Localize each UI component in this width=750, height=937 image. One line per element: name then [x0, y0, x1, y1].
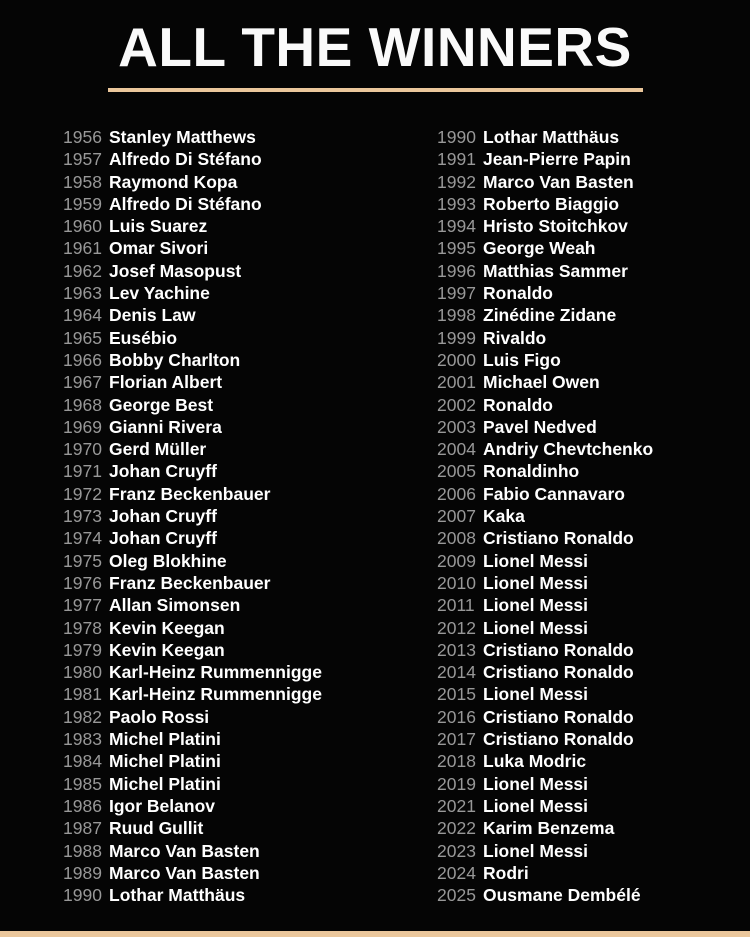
- winner-row: [437, 460, 750, 482]
- winner-year: 2015: [437, 684, 476, 705]
- winner-year: 1987: [63, 818, 102, 839]
- winner-row: [63, 750, 437, 772]
- winner-name: Luis Figo: [483, 349, 561, 370]
- winner-name: Lionel Messi: [483, 617, 589, 638]
- winner-row: [437, 572, 750, 594]
- winner-name: Lev Yachine: [109, 283, 210, 304]
- winner-name: Marco Van Basten: [109, 840, 260, 861]
- winner-row: [437, 282, 750, 304]
- winner-year: 1974: [63, 528, 102, 549]
- winner-year: 2009: [437, 550, 476, 571]
- winner-name: Alfredo Di Stéfano: [109, 149, 262, 170]
- winner-name: Bobby Charlton: [109, 349, 241, 370]
- winner-year: 1958: [63, 171, 102, 192]
- winner-name: Jean-Pierre Papin: [483, 149, 631, 170]
- winner-year: 2016: [437, 706, 476, 727]
- winner-name: Cristiano Ronaldo: [483, 639, 634, 660]
- winner-year: 1989: [63, 862, 102, 883]
- winner-name: George Best: [109, 394, 214, 415]
- winner-year: 2022: [437, 818, 476, 839]
- winner-name: Lionel Messi: [483, 795, 589, 816]
- winner-row: [63, 817, 437, 839]
- winner-name: Allan Simonsen: [109, 595, 241, 616]
- winner-row: [63, 260, 437, 282]
- winner-name: Johan Cruyff: [109, 506, 217, 527]
- header: [0, 0, 750, 92]
- winner-name: Luka Modric: [483, 751, 587, 772]
- winner-name: Michel Platini: [109, 729, 221, 750]
- winner-year: 1980: [63, 662, 102, 683]
- winner-name: Cristiano Ronaldo: [483, 528, 634, 549]
- winner-row: [63, 773, 437, 795]
- winner-year: 2012: [437, 617, 476, 638]
- winner-year: 2007: [437, 506, 476, 527]
- winner-year: 2004: [437, 439, 476, 460]
- page-title: ALL THE WINNERS: [118, 16, 632, 78]
- winner-name: Gianni Rivera: [109, 416, 222, 437]
- winner-name: Igor Belanov: [109, 795, 215, 816]
- winner-name: Rivaldo: [483, 327, 547, 348]
- winner-year: 1999: [437, 327, 476, 348]
- winner-row: [437, 349, 750, 371]
- winner-row: [437, 304, 750, 326]
- winner-year: 2003: [437, 416, 476, 437]
- winner-name: Lothar Matthäus: [483, 127, 620, 147]
- winner-name: Michel Platini: [109, 773, 221, 794]
- winner-name: Kaka: [483, 506, 525, 527]
- winner-name: Raymond Kopa: [109, 171, 238, 192]
- winner-row: [437, 327, 750, 349]
- winner-row: [437, 683, 750, 705]
- winner-row: [437, 438, 750, 460]
- winner-row: [437, 260, 750, 282]
- winner-name: Kevin Keegan: [109, 639, 225, 660]
- winner-row: [63, 460, 437, 482]
- winner-row: [63, 884, 437, 906]
- winner-year: 1959: [63, 193, 102, 214]
- winner-year: 1965: [63, 327, 102, 348]
- winner-name: Marco Van Basten: [483, 171, 634, 192]
- winner-name: Alfredo Di Stéfano: [109, 193, 262, 214]
- winner-row: [63, 795, 437, 817]
- title-underline: [108, 88, 643, 92]
- winner-row: [63, 394, 437, 416]
- winner-row: [437, 706, 750, 728]
- winner-name: Lionel Messi: [483, 840, 589, 861]
- winner-year: 1977: [63, 595, 102, 616]
- winner-name: Lionel Messi: [483, 684, 589, 705]
- winner-row: [437, 171, 750, 193]
- winner-year: 2000: [437, 349, 476, 370]
- winner-name: Luis Suarez: [109, 216, 208, 237]
- winner-year: 1985: [63, 773, 102, 794]
- winner-name: Oleg Blokhine: [109, 550, 227, 571]
- winner-row: [437, 884, 750, 906]
- winner-row: [63, 371, 437, 393]
- winner-name: Fabio Cannavaro: [483, 483, 625, 504]
- winner-year: 1961: [63, 238, 102, 259]
- winner-year: 1973: [63, 506, 102, 527]
- winner-name: Stanley Matthews: [109, 127, 256, 147]
- winner-year: 1994: [437, 216, 476, 237]
- winner-year: 1981: [63, 684, 102, 705]
- winner-row: [437, 594, 750, 616]
- winner-year: 2006: [437, 483, 476, 504]
- winner-year: 1988: [63, 840, 102, 861]
- winner-row: [63, 840, 437, 862]
- winner-year: 1990: [437, 127, 476, 147]
- winner-year: 1964: [63, 305, 102, 326]
- winner-year: 1978: [63, 617, 102, 638]
- winner-name: Franz Beckenbauer: [109, 572, 271, 593]
- winner-row: [437, 661, 750, 683]
- winner-row: [437, 237, 750, 259]
- winner-name: Denis Law: [109, 305, 196, 326]
- winner-year: 1979: [63, 639, 102, 660]
- winner-year: 2019: [437, 773, 476, 794]
- winner-row: [63, 572, 437, 594]
- winner-year: 1982: [63, 706, 102, 727]
- winner-year: 1971: [63, 461, 102, 482]
- winner-row: [437, 862, 750, 884]
- winner-year: 1996: [437, 260, 476, 281]
- winner-name: Ronaldo: [483, 394, 553, 415]
- winner-row: [63, 215, 437, 237]
- winner-name: George Weah: [483, 238, 596, 259]
- winner-row: [437, 728, 750, 750]
- winner-year: 2017: [437, 729, 476, 750]
- winner-name: Lionel Messi: [483, 572, 589, 593]
- winner-row: [63, 483, 437, 505]
- winner-name: Ronaldo: [483, 283, 553, 304]
- winner-row: [437, 126, 750, 148]
- winner-year: 2023: [437, 840, 476, 861]
- winner-name: Michael Owen: [483, 372, 600, 393]
- winner-name: Cristiano Ronaldo: [483, 729, 634, 750]
- winner-year: 1966: [63, 349, 102, 370]
- winner-year: 2002: [437, 394, 476, 415]
- winners-list: [0, 126, 750, 906]
- winner-year: 1962: [63, 260, 102, 281]
- winner-name: Johan Cruyff: [109, 528, 217, 549]
- winners-column-right: [437, 126, 750, 906]
- winners-column-left: [63, 126, 437, 906]
- winner-year: 1975: [63, 550, 102, 571]
- winner-year: 1990: [63, 885, 102, 906]
- winner-row: [63, 683, 437, 705]
- winner-row: [437, 817, 750, 839]
- winner-year: 1997: [437, 283, 476, 304]
- winner-year: 2010: [437, 572, 476, 593]
- winner-row: [63, 594, 437, 616]
- winner-year: 1984: [63, 751, 102, 772]
- winner-row: [63, 550, 437, 572]
- winner-name: Lothar Matthäus: [109, 885, 246, 906]
- winner-year: 2021: [437, 795, 476, 816]
- winner-row: [63, 617, 437, 639]
- winner-name: Lionel Messi: [483, 550, 589, 571]
- winner-row: [63, 416, 437, 438]
- winner-row: [63, 728, 437, 750]
- winner-name: Michel Platini: [109, 751, 221, 772]
- winner-row: [63, 505, 437, 527]
- winner-year: 1995: [437, 238, 476, 259]
- winner-year: 2008: [437, 528, 476, 549]
- winner-row: [437, 639, 750, 661]
- winner-row: [437, 840, 750, 862]
- winner-year: 2025: [437, 885, 476, 906]
- winner-year: 1969: [63, 416, 102, 437]
- winner-row: [437, 483, 750, 505]
- winner-year: 2013: [437, 639, 476, 660]
- winner-row: [63, 349, 437, 371]
- winner-name: Karl-Heinz Rummennigge: [109, 662, 322, 683]
- winner-name: Matthias Sammer: [483, 260, 628, 281]
- winner-row: [437, 193, 750, 215]
- winner-row: [437, 394, 750, 416]
- winner-name: Roberto Biaggio: [483, 193, 620, 214]
- winner-year: 2018: [437, 751, 476, 772]
- winner-row: [63, 193, 437, 215]
- winner-row: [63, 237, 437, 259]
- winner-year: 1967: [63, 372, 102, 393]
- winner-row: [437, 416, 750, 438]
- winner-row: [437, 750, 750, 772]
- winner-row: [437, 550, 750, 572]
- winner-year: 2001: [437, 372, 476, 393]
- winner-row: [63, 304, 437, 326]
- winner-name: Ousmane Dembélé: [483, 885, 641, 906]
- winner-row: [437, 773, 750, 795]
- winner-year: 1956: [63, 127, 102, 147]
- winner-row: [63, 527, 437, 549]
- winner-year: 2024: [437, 862, 476, 883]
- winner-name: Marco Van Basten: [109, 862, 260, 883]
- bottom-accent-strip: [0, 931, 750, 937]
- winner-row: [63, 327, 437, 349]
- winner-name: Cristiano Ronaldo: [483, 662, 634, 683]
- winner-name: Ronaldinho: [483, 461, 580, 482]
- winner-row: [437, 527, 750, 549]
- winner-row: [63, 438, 437, 460]
- winner-year: 1991: [437, 149, 476, 170]
- winner-name: Josef Masopust: [109, 260, 242, 281]
- winner-year: 1993: [437, 193, 476, 214]
- winner-row: [63, 661, 437, 683]
- winner-year: 2005: [437, 461, 476, 482]
- winner-row: [437, 795, 750, 817]
- winner-name: Karl-Heinz Rummennigge: [109, 684, 322, 705]
- winner-name: Pavel Nedved: [483, 416, 597, 437]
- winner-row: [437, 215, 750, 237]
- winner-year: 1972: [63, 483, 102, 504]
- winner-row: [437, 148, 750, 170]
- winner-row: [63, 171, 437, 193]
- winner-name: Cristiano Ronaldo: [483, 706, 634, 727]
- winner-year: 1960: [63, 216, 102, 237]
- winner-row: [63, 862, 437, 884]
- winner-name: Franz Beckenbauer: [109, 483, 271, 504]
- winner-name: Rodri: [483, 862, 529, 883]
- winner-row: [437, 505, 750, 527]
- winner-name: Lionel Messi: [483, 773, 589, 794]
- winner-name: Kevin Keegan: [109, 617, 225, 638]
- winner-name: Hristo Stoitchkov: [483, 216, 628, 237]
- winner-year: 1983: [63, 729, 102, 750]
- winner-name: Ruud Gullit: [109, 818, 204, 839]
- winner-year: 2011: [437, 595, 475, 616]
- winner-year: 1968: [63, 394, 102, 415]
- winner-name: Karim Benzema: [483, 818, 615, 839]
- winner-year: 1992: [437, 171, 476, 192]
- winner-name: Florian Albert: [109, 372, 223, 393]
- winner-year: 1963: [63, 283, 102, 304]
- winner-year: 1970: [63, 439, 102, 460]
- winner-row: [63, 282, 437, 304]
- winner-year: 1957: [63, 149, 102, 170]
- winner-year: 1986: [63, 795, 102, 816]
- winner-name: Eusébio: [109, 327, 178, 348]
- winner-name: Omar Sivori: [109, 238, 209, 259]
- winner-row: [437, 617, 750, 639]
- winner-year: 1976: [63, 572, 102, 593]
- winner-name: Johan Cruyff: [109, 461, 217, 482]
- winner-row: [437, 371, 750, 393]
- winner-year: 2014: [437, 662, 476, 683]
- winner-row: [63, 148, 437, 170]
- winner-name: Paolo Rossi: [109, 706, 210, 727]
- winner-row: [63, 126, 437, 148]
- winner-row: [63, 706, 437, 728]
- winner-name: Lionel Messi: [483, 595, 589, 616]
- winner-row: [63, 639, 437, 661]
- winner-name: Zinédine Zidane: [483, 305, 617, 326]
- winner-year: 1998: [437, 305, 476, 326]
- winner-name: Gerd Müller: [109, 439, 207, 460]
- winner-name: Andriy Chevtchenko: [483, 439, 654, 460]
